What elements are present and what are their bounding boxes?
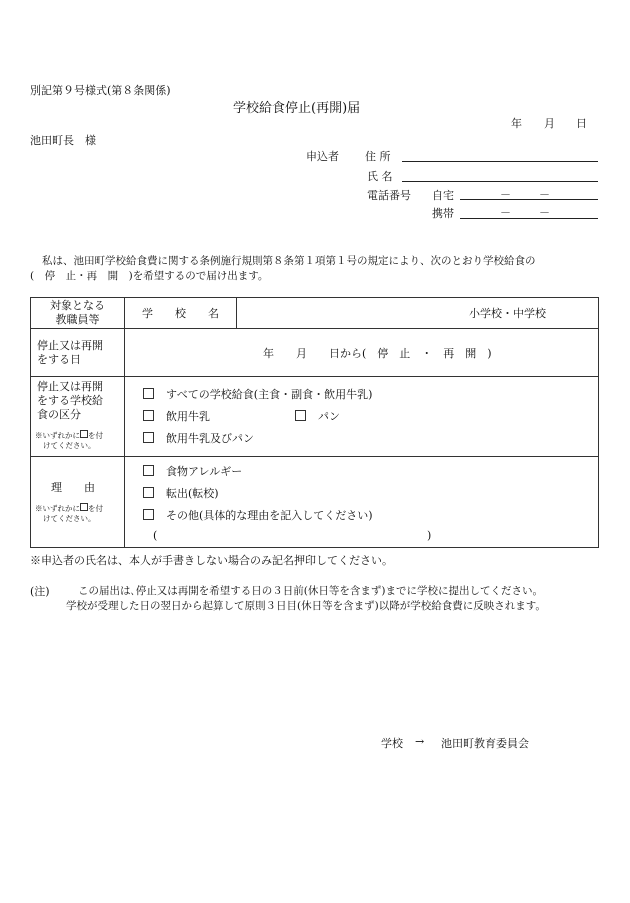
form-number: 別記第９号様式(第８条関係) xyxy=(30,84,171,97)
home-phone-dash-1: － xyxy=(500,188,511,201)
date-label-line-1: 停止又は再開 xyxy=(37,338,103,352)
checkbox-example-icon xyxy=(80,503,88,511)
checkbox-icon[interactable] xyxy=(143,465,154,476)
other-reason-paren-open: ( xyxy=(153,529,158,542)
school-type-cell[interactable]: 小学校・中学校 xyxy=(237,298,599,329)
applicant-heading: 申込者 xyxy=(306,150,339,163)
address-label: 住 所 xyxy=(365,150,391,163)
reason-label: 理 由 xyxy=(51,480,95,494)
date-content-cell[interactable]: 年 月 日から( 停 止 ・ 再 開 ) xyxy=(125,329,599,377)
option-other-label: その他(具体的な理由を記入してください) xyxy=(166,509,373,522)
notes-line-2: 学校が受理した日の翌日から起算して原則３日目(休日等を含まず)以降が学校給食費に反映されます。 xyxy=(66,600,546,612)
mobile-phone-dash-1: － xyxy=(500,206,511,219)
date-year-label: 年 xyxy=(511,117,522,130)
table-row-date xyxy=(31,329,599,377)
option-allergy[interactable] xyxy=(143,463,242,479)
reason-label-cell xyxy=(31,457,125,548)
checkbox-icon[interactable] xyxy=(143,487,154,498)
option-all-meals[interactable] xyxy=(143,386,372,402)
home-phone-field[interactable] xyxy=(460,199,598,200)
footnote: ※申込者の氏名は、本人が手書きしない場合のみ記名押印してください。 xyxy=(30,554,393,567)
home-phone-dash-2: － xyxy=(539,188,550,201)
date-month-label: 月 xyxy=(544,117,555,130)
page-title: 学校給食停止(再開)届 xyxy=(233,101,361,116)
option-milk-and-bread-label: 飲用牛乳及びパン xyxy=(166,432,254,445)
target-label-line-1: 対象となる xyxy=(50,299,105,312)
mobile-phone-field[interactable] xyxy=(460,218,598,219)
reason-note-post: を付 xyxy=(88,503,103,513)
checkbox-icon[interactable] xyxy=(295,410,306,421)
option-all-meals-label: すべての学校給食(主食・副食・飲用牛乳) xyxy=(166,388,373,401)
reason-note-pre: ※いずれかに xyxy=(35,503,80,513)
routing-to: 池田町教育委員会 xyxy=(441,737,529,750)
notes-label: (注) xyxy=(30,585,50,598)
table-row-category xyxy=(31,377,599,457)
option-other[interactable] xyxy=(143,507,373,523)
option-milk-label: 飲用牛乳 xyxy=(166,410,210,423)
checkbox-example-icon xyxy=(80,430,88,438)
target-label-line-2: 教職員等 xyxy=(55,313,100,326)
phone-label: 電話番号 xyxy=(367,189,411,202)
declaration-line-1: 私は、池田町学校給食費に関する条例施行規則第８条第１項第１号の規定により、次のとおり学校給食の xyxy=(42,255,536,267)
reason-options-cell xyxy=(125,457,599,548)
category-label-cell xyxy=(31,377,125,457)
home-phone-label: 自宅 xyxy=(432,189,454,202)
option-transfer[interactable] xyxy=(143,485,219,501)
option-transfer-label: 転出(転校) xyxy=(166,487,219,500)
reason-note-line-2: けてください。 xyxy=(43,513,96,523)
application-table xyxy=(30,297,599,548)
checkbox-icon[interactable] xyxy=(143,509,154,520)
date-label-line-2: をする日 xyxy=(37,352,81,366)
option-bread[interactable] xyxy=(295,408,340,424)
table-row-reason xyxy=(31,457,599,548)
name-label: 氏 名 xyxy=(367,170,393,183)
name-field[interactable] xyxy=(402,181,598,182)
checkbox-icon[interactable] xyxy=(143,388,154,399)
checkbox-icon[interactable] xyxy=(143,410,154,421)
checkbox-icon[interactable] xyxy=(143,432,154,443)
arrow-right-icon: → xyxy=(415,735,425,748)
notes-line-1: この届出は､停止又は再開を希望する日の３日前(休日等を含まず)までに学校に提出してください。 xyxy=(78,585,543,597)
declaration-line-2: ( 停 止・再 開 )を希望するので届け出ます。 xyxy=(30,270,269,282)
reason-note xyxy=(35,503,124,514)
school-name-label: 学 校 名 xyxy=(125,298,237,329)
mobile-phone-label: 携帯 xyxy=(432,207,454,220)
category-options-cell xyxy=(125,377,599,457)
category-label-line-2: をする学校給 xyxy=(37,394,103,407)
category-note-line-2: けてください。 xyxy=(43,441,96,450)
addressee: 池田町長 様 xyxy=(30,134,96,147)
category-note xyxy=(35,430,124,441)
category-note-post: を付 xyxy=(88,431,103,440)
routing-from: 学校 xyxy=(381,737,403,750)
address-field[interactable] xyxy=(402,161,598,162)
category-label-line-1: 停止又は再開 xyxy=(37,380,103,393)
category-label-line-3: 食の区分 xyxy=(37,408,81,421)
target-label-cell xyxy=(31,298,125,329)
option-milk[interactable] xyxy=(143,408,210,424)
option-milk-and-bread[interactable] xyxy=(143,430,254,446)
mobile-phone-dash-2: － xyxy=(539,206,550,219)
date-day-label: 日 xyxy=(576,117,587,130)
category-note-pre: ※いずれかに xyxy=(35,431,80,440)
other-reason-field[interactable] xyxy=(161,525,423,541)
other-reason-paren-close: ) xyxy=(427,529,432,542)
option-allergy-label: 食物アレルギー xyxy=(166,465,243,478)
option-bread-label: パン xyxy=(318,410,340,423)
table-row-target xyxy=(31,298,599,329)
date-label-cell xyxy=(31,329,125,377)
